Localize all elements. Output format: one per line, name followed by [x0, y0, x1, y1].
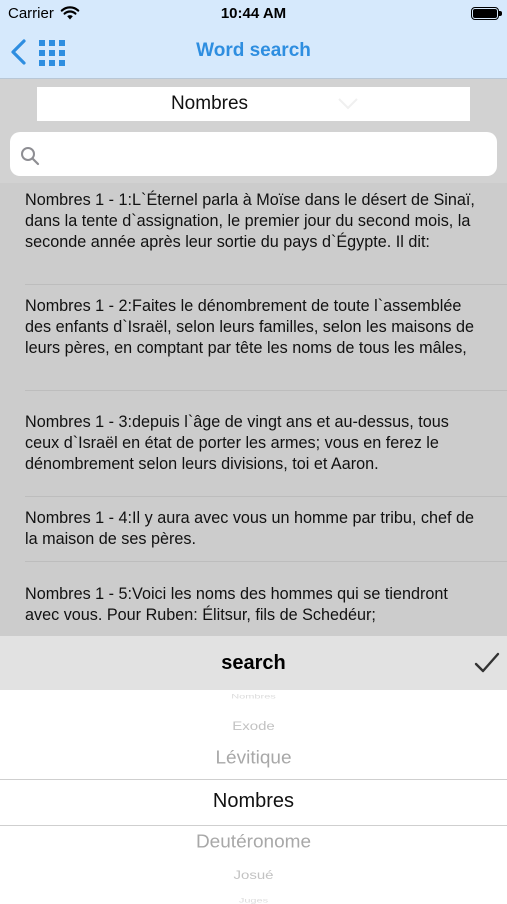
- chevron-down-icon: [337, 97, 359, 111]
- picker-option[interactable]: Josué: [233, 868, 274, 883]
- search-bar: [0, 129, 507, 183]
- picker-selection-line-bottom: [0, 825, 507, 826]
- result-item[interactable]: Nombres 1 - 1:L`Éternel parla à Moïse dans le désert de Sinaï, dans la tente d`assignation, le premier jour du second mois, la seconde année après leur sortie du pays d`Égypte. Il dit:: [25, 191, 475, 251]
- search-field[interactable]: [10, 132, 497, 176]
- picker-option[interactable]: Lévitique: [215, 748, 292, 769]
- result-item[interactable]: Nombres 1 - 2:Faites le dénombrement de toute l`assemblée des enfants d`Israël, selon leurs familles, selon les maisons de leurs pères, en comptant par tête les noms de tous les mâles,: [25, 297, 474, 357]
- carrier-label: Carrier: [8, 5, 54, 22]
- picker-option[interactable]: Exode: [232, 719, 275, 734]
- checkmark-icon[interactable]: [473, 650, 501, 676]
- battery-tip: [499, 11, 502, 16]
- search-input[interactable]: [48, 138, 492, 172]
- divider: [25, 284, 507, 285]
- divider: [25, 561, 507, 562]
- picker-option[interactable]: Juges: [238, 897, 269, 904]
- picker-option[interactable]: Nombres: [231, 693, 276, 701]
- book-selector-value: Nombres: [170, 93, 249, 114]
- picker-title: search: [221, 652, 286, 674]
- search-icon: [20, 146, 40, 166]
- search-results-list: [0, 183, 507, 636]
- book-selector-bar: [0, 79, 507, 129]
- result-item[interactable]: Nombres 1 - 4:Il y aura avec vous un homme par tribu, chef de la maison de ses pères.: [25, 509, 474, 548]
- picker-selection-line-top: [0, 779, 507, 780]
- result-item[interactable]: Nombres 1 - 5:Voici les noms des hommes qui se tiendront avec vous. Pour Ruben: Élitsur, fils de Schedéur;: [25, 585, 448, 624]
- picker-toolbar: [0, 636, 507, 690]
- result-item[interactable]: Nombres 1 - 3:depuis l`âge de vingt ans et au-dessus, tous ceux d`Israël en état de porter les armes; vous en ferez le dénombrement selon leurs divisions, toi et Aaron.: [25, 413, 449, 473]
- status-bar: [0, 0, 507, 28]
- divider: [25, 496, 507, 497]
- book-selector[interactable]: [37, 87, 470, 121]
- book-picker-wheel[interactable]: [0, 690, 507, 904]
- divider: [25, 390, 507, 391]
- status-time: 10:44 AM: [220, 5, 287, 22]
- navigation-bar: [0, 28, 507, 79]
- picker-option-selected[interactable]: Nombres: [212, 790, 295, 812]
- page-title: Word search: [196, 40, 311, 61]
- battery-icon: [471, 7, 499, 20]
- picker-option[interactable]: Deutéronome: [195, 832, 312, 853]
